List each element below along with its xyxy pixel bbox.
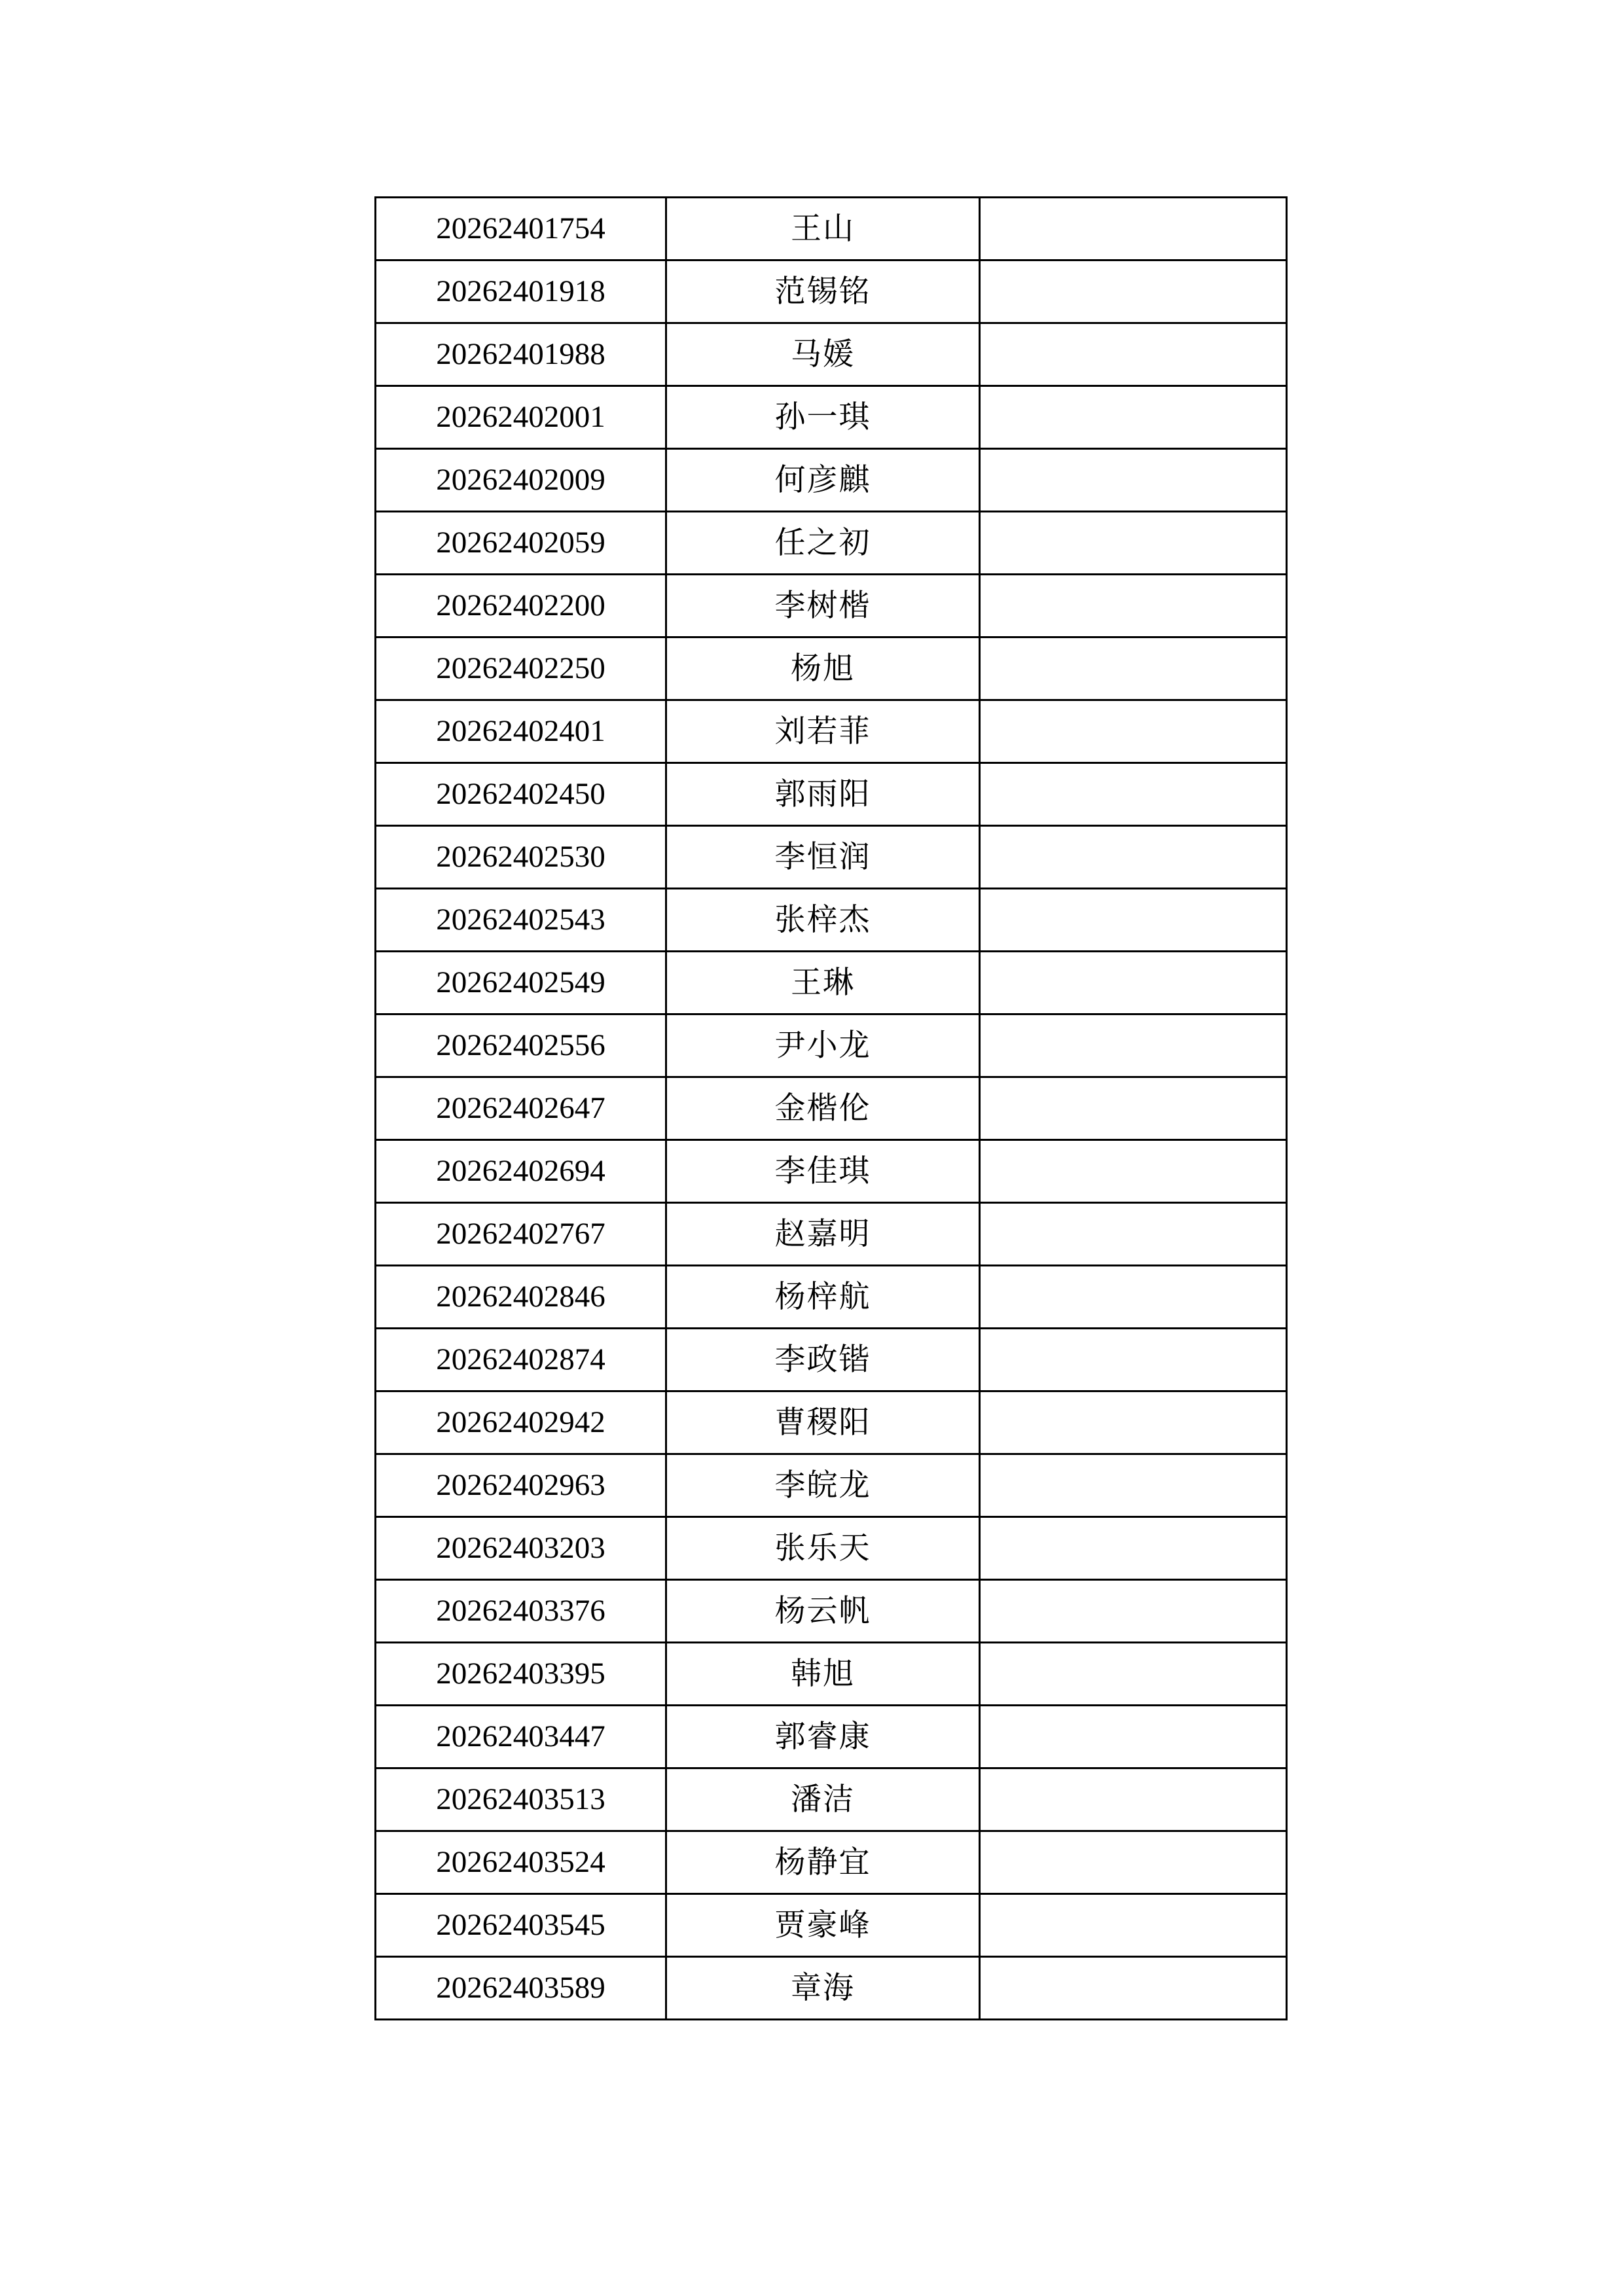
table-row bbox=[376, 1831, 1287, 1894]
roster-table-body bbox=[376, 198, 1287, 2020]
student-id-cell: 20262402450 bbox=[376, 763, 666, 826]
blank-cell bbox=[980, 449, 1287, 512]
table-row bbox=[376, 1140, 1287, 1203]
student-id-cell: 20262403395 bbox=[376, 1643, 666, 1706]
table-row bbox=[376, 1706, 1287, 1768]
student-id-cell: 20262402874 bbox=[376, 1329, 666, 1391]
table-row bbox=[376, 512, 1287, 575]
student-name-cell: 郭雨阳 bbox=[666, 763, 980, 826]
blank-cell bbox=[980, 952, 1287, 1014]
student-name-cell: 赵嘉明 bbox=[666, 1203, 980, 1266]
student-name-cell: 李树楷 bbox=[666, 575, 980, 637]
blank-cell bbox=[980, 1203, 1287, 1266]
student-id-cell: 20262403589 bbox=[376, 1957, 666, 2020]
table-row bbox=[376, 763, 1287, 826]
student-name-cell: 杨静宜 bbox=[666, 1831, 980, 1894]
student-id-cell: 20262403524 bbox=[376, 1831, 666, 1894]
student-id-cell: 20262403203 bbox=[376, 1517, 666, 1580]
table-row bbox=[376, 1014, 1287, 1077]
blank-cell bbox=[980, 1329, 1287, 1391]
student-id-cell: 20262403376 bbox=[376, 1580, 666, 1643]
student-id-cell: 20262402059 bbox=[376, 512, 666, 575]
blank-cell bbox=[980, 1077, 1287, 1140]
table-row bbox=[376, 323, 1287, 386]
table-row bbox=[376, 449, 1287, 512]
student-name-cell: 王琳 bbox=[666, 952, 980, 1014]
table-row bbox=[376, 386, 1287, 449]
blank-cell bbox=[980, 826, 1287, 889]
student-id-cell: 20262402530 bbox=[376, 826, 666, 889]
student-name-cell: 章海 bbox=[666, 1957, 980, 2020]
student-name-cell: 李皖龙 bbox=[666, 1454, 980, 1517]
roster-table bbox=[374, 196, 1288, 2020]
student-id-cell: 20262403447 bbox=[376, 1706, 666, 1768]
student-name-cell: 范锡铭 bbox=[666, 260, 980, 323]
student-id-cell: 20262402694 bbox=[376, 1140, 666, 1203]
student-name-cell: 金楷伦 bbox=[666, 1077, 980, 1140]
blank-cell bbox=[980, 1580, 1287, 1643]
blank-cell bbox=[980, 1831, 1287, 1894]
blank-cell bbox=[980, 637, 1287, 700]
table-row bbox=[376, 1517, 1287, 1580]
student-id-cell: 20262402001 bbox=[376, 386, 666, 449]
student-id-cell: 20262402556 bbox=[376, 1014, 666, 1077]
blank-cell bbox=[980, 386, 1287, 449]
student-id-cell: 20262402549 bbox=[376, 952, 666, 1014]
blank-cell bbox=[980, 1706, 1287, 1768]
student-id-cell: 20262401988 bbox=[376, 323, 666, 386]
student-name-cell: 贾豪峰 bbox=[666, 1894, 980, 1957]
student-id-cell: 20262402543 bbox=[376, 889, 666, 952]
table-row bbox=[376, 575, 1287, 637]
student-name-cell: 张梓杰 bbox=[666, 889, 980, 952]
student-name-cell: 何彦麒 bbox=[666, 449, 980, 512]
student-id-cell: 20262402009 bbox=[376, 449, 666, 512]
blank-cell bbox=[980, 1957, 1287, 2020]
student-name-cell: 韩旭 bbox=[666, 1643, 980, 1706]
blank-cell bbox=[980, 1643, 1287, 1706]
student-name-cell: 杨云帆 bbox=[666, 1580, 980, 1643]
table-row bbox=[376, 1957, 1287, 2020]
table-row bbox=[376, 1768, 1287, 1831]
table-row bbox=[376, 1391, 1287, 1454]
table-row bbox=[376, 1894, 1287, 1957]
table-row bbox=[376, 1454, 1287, 1517]
table-row bbox=[376, 260, 1287, 323]
student-name-cell: 马媛 bbox=[666, 323, 980, 386]
student-id-cell: 20262403513 bbox=[376, 1768, 666, 1831]
blank-cell bbox=[980, 700, 1287, 763]
student-id-cell: 20262402942 bbox=[376, 1391, 666, 1454]
student-name-cell: 刘若菲 bbox=[666, 700, 980, 763]
blank-cell bbox=[980, 1454, 1287, 1517]
table-row bbox=[376, 1203, 1287, 1266]
student-id-cell: 20262402200 bbox=[376, 575, 666, 637]
student-id-cell: 20262402767 bbox=[376, 1203, 666, 1266]
blank-cell bbox=[980, 1266, 1287, 1329]
student-name-cell: 王山 bbox=[666, 198, 980, 260]
blank-cell bbox=[980, 260, 1287, 323]
blank-cell bbox=[980, 512, 1287, 575]
blank-cell bbox=[980, 1140, 1287, 1203]
table-row bbox=[376, 889, 1287, 952]
student-name-cell: 曹稷阳 bbox=[666, 1391, 980, 1454]
student-name-cell: 郭睿康 bbox=[666, 1706, 980, 1768]
student-name-cell: 杨旭 bbox=[666, 637, 980, 700]
table-row bbox=[376, 826, 1287, 889]
student-name-cell: 任之初 bbox=[666, 512, 980, 575]
table-row bbox=[376, 1643, 1287, 1706]
student-name-cell: 潘洁 bbox=[666, 1768, 980, 1831]
student-id-cell: 20262402401 bbox=[376, 700, 666, 763]
table-row bbox=[376, 198, 1287, 260]
blank-cell bbox=[980, 1894, 1287, 1957]
table-row bbox=[376, 1329, 1287, 1391]
blank-cell bbox=[980, 1014, 1287, 1077]
blank-cell bbox=[980, 575, 1287, 637]
student-id-cell: 20262402250 bbox=[376, 637, 666, 700]
blank-cell bbox=[980, 198, 1287, 260]
blank-cell bbox=[980, 323, 1287, 386]
table-row bbox=[376, 700, 1287, 763]
blank-cell bbox=[980, 1768, 1287, 1831]
student-id-cell: 20262402647 bbox=[376, 1077, 666, 1140]
student-name-cell: 张乐天 bbox=[666, 1517, 980, 1580]
table-row bbox=[376, 1077, 1287, 1140]
student-id-cell: 20262403545 bbox=[376, 1894, 666, 1957]
student-id-cell: 20262402963 bbox=[376, 1454, 666, 1517]
blank-cell bbox=[980, 1517, 1287, 1580]
student-name-cell: 尹小龙 bbox=[666, 1014, 980, 1077]
student-id-cell: 20262402846 bbox=[376, 1266, 666, 1329]
blank-cell bbox=[980, 1391, 1287, 1454]
table-row bbox=[376, 637, 1287, 700]
student-name-cell: 李恒润 bbox=[666, 826, 980, 889]
blank-cell bbox=[980, 889, 1287, 952]
table-row bbox=[376, 952, 1287, 1014]
blank-cell bbox=[980, 763, 1287, 826]
student-name-cell: 李佳琪 bbox=[666, 1140, 980, 1203]
student-name-cell: 杨梓航 bbox=[666, 1266, 980, 1329]
student-name-cell: 李政锴 bbox=[666, 1329, 980, 1391]
student-id-cell: 20262401918 bbox=[376, 260, 666, 323]
student-id-cell: 20262401754 bbox=[376, 198, 666, 260]
student-name-cell: 孙一琪 bbox=[666, 386, 980, 449]
table-row bbox=[376, 1266, 1287, 1329]
table-row bbox=[376, 1580, 1287, 1643]
